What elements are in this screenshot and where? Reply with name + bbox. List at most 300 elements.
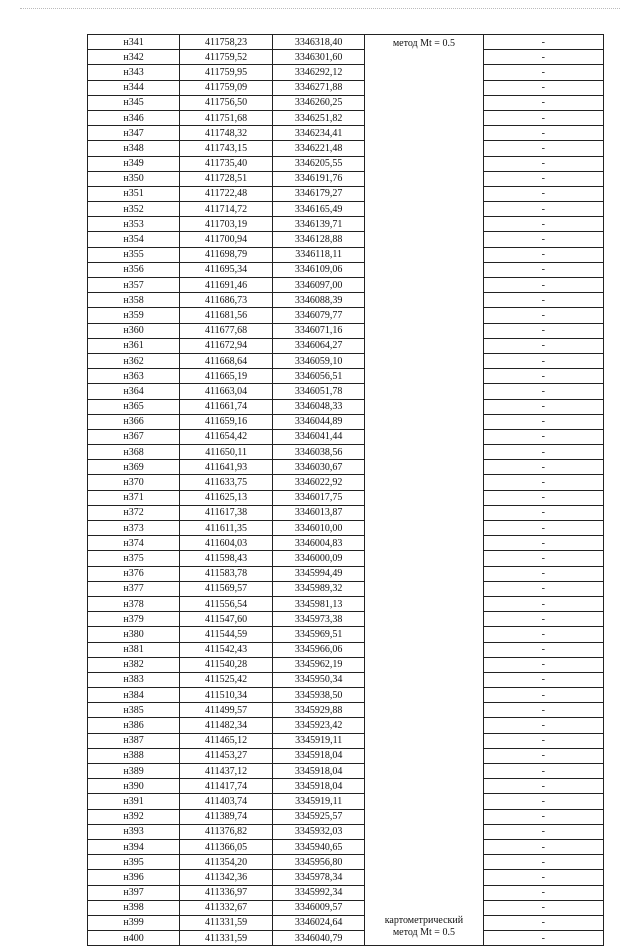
table-row [88,855,604,870]
y-coordinate-cell: 3345919,11 [273,794,365,809]
table-row [88,217,604,232]
point-id-cell: н354 [88,232,180,247]
x-coordinate-cell: 411759,52 [180,50,273,65]
dash-cell: - [483,885,603,900]
dash-cell: - [483,323,603,338]
dash-cell: - [483,688,603,703]
table-row [88,915,604,930]
y-coordinate-cell: 3345992,34 [273,885,365,900]
table-row [88,186,604,201]
table-row [88,65,604,80]
table-row [88,338,604,353]
table-row [88,596,604,611]
x-coordinate-cell: 411633,75 [180,475,273,490]
table-row [88,399,604,414]
y-coordinate-cell: 3345923,42 [273,718,365,733]
y-coordinate-cell: 3346056,51 [273,369,365,384]
y-coordinate-cell: 3346079,77 [273,308,365,323]
y-coordinate-cell: 3346030,67 [273,460,365,475]
point-id-cell: н400 [88,931,180,946]
y-coordinate-cell: 3345938,50 [273,688,365,703]
y-coordinate-cell: 3346010,00 [273,521,365,536]
table-row [88,718,604,733]
dash-cell: - [483,657,603,672]
dash-cell: - [483,931,603,946]
page-header-strip [20,8,620,11]
table-row [88,353,604,368]
x-coordinate-cell: 411336,97 [180,885,273,900]
table-row [88,642,604,657]
y-coordinate-cell: 3346179,27 [273,186,365,201]
x-coordinate-cell: 411437,12 [180,764,273,779]
point-id-cell: н351 [88,186,180,201]
point-id-cell: н349 [88,156,180,171]
method-note-bottom-line1: картометрический [384,915,464,927]
point-id-cell: н390 [88,779,180,794]
point-id-cell: н374 [88,536,180,551]
y-coordinate-cell: 3346017,75 [273,490,365,505]
x-coordinate-cell: 411604,03 [180,536,273,551]
x-coordinate-cell: 411663,04 [180,384,273,399]
y-coordinate-cell: 3346041,44 [273,429,365,444]
table-row [88,733,604,748]
coordinates-table [87,34,604,946]
point-id-cell: н341 [88,35,180,50]
table-row [88,490,604,505]
dash-cell: - [483,35,603,50]
table-row [88,627,604,642]
table-row [88,839,604,854]
method-cell [365,35,483,946]
point-id-cell: н363 [88,369,180,384]
method-note-bottom-line2: метод Mt = 0.5 [392,927,455,939]
point-id-cell: н353 [88,217,180,232]
point-id-cell: н397 [88,885,180,900]
dash-cell: - [483,369,603,384]
y-coordinate-cell: 3346022,92 [273,475,365,490]
x-coordinate-cell: 411748,32 [180,126,273,141]
point-id-cell: н368 [88,445,180,460]
y-coordinate-cell: 3345940,65 [273,839,365,854]
x-coordinate-cell: 411677,68 [180,323,273,338]
point-id-cell: н366 [88,414,180,429]
dash-cell: - [483,718,603,733]
y-coordinate-cell: 3346000,09 [273,551,365,566]
y-coordinate-cell: 3345966,06 [273,642,365,657]
method-note-bottom [365,915,482,939]
x-coordinate-cell: 411510,34 [180,688,273,703]
table-row [88,657,604,672]
x-coordinate-cell: 411617,38 [180,505,273,520]
y-coordinate-cell: 3346071,16 [273,323,365,338]
point-id-cell: н385 [88,703,180,718]
y-coordinate-cell: 3346109,06 [273,262,365,277]
point-id-cell: н394 [88,839,180,854]
y-coordinate-cell: 3345929,88 [273,703,365,718]
table-row [88,779,604,794]
y-coordinate-cell: 3345994,49 [273,566,365,581]
point-id-cell: н392 [88,809,180,824]
point-id-cell: н347 [88,126,180,141]
dash-cell: - [483,521,603,536]
point-id-cell: н384 [88,688,180,703]
x-coordinate-cell: 411695,34 [180,262,273,277]
dash-cell: - [483,581,603,596]
point-id-cell: н376 [88,566,180,581]
point-id-cell: н396 [88,870,180,885]
y-coordinate-cell: 3346013,87 [273,505,365,520]
dash-cell: - [483,202,603,217]
y-coordinate-cell: 3346139,71 [273,217,365,232]
dash-cell: - [483,353,603,368]
y-coordinate-cell: 3345919,11 [273,733,365,748]
x-coordinate-cell: 411686,73 [180,293,273,308]
y-coordinate-cell: 3346271,88 [273,80,365,95]
x-coordinate-cell: 411625,13 [180,490,273,505]
y-coordinate-cell: 3345918,04 [273,779,365,794]
table-row [88,551,604,566]
table-row [88,232,604,247]
table-row [88,809,604,824]
point-id-cell: н388 [88,748,180,763]
dash-cell: - [483,80,603,95]
dash-cell: - [483,217,603,232]
dash-cell: - [483,445,603,460]
y-coordinate-cell: 3345981,13 [273,596,365,611]
table-row [88,460,604,475]
dash-cell: - [483,855,603,870]
dash-cell: - [483,126,603,141]
y-coordinate-cell: 3346088,39 [273,293,365,308]
y-coordinate-cell: 3346318,40 [273,35,365,50]
y-coordinate-cell: 3346191,76 [273,171,365,186]
x-coordinate-cell: 411703,19 [180,217,273,232]
dash-cell: - [483,50,603,65]
x-coordinate-cell: 411354,20 [180,855,273,870]
dash-cell: - [483,247,603,262]
point-id-cell: н350 [88,171,180,186]
y-coordinate-cell: 3346118,11 [273,247,365,262]
dash-cell: - [483,915,603,930]
y-coordinate-cell: 3345918,04 [273,764,365,779]
point-id-cell: н371 [88,490,180,505]
table-row [88,566,604,581]
table-row [88,581,604,596]
table-row [88,50,604,65]
point-id-cell: н391 [88,794,180,809]
x-coordinate-cell: 411331,59 [180,931,273,946]
dash-cell: - [483,293,603,308]
table-row [88,536,604,551]
point-id-cell: н343 [88,65,180,80]
dash-cell: - [483,824,603,839]
x-coordinate-cell: 411743,15 [180,141,273,156]
table-row [88,35,604,50]
table-row [88,445,604,460]
point-id-cell: н367 [88,429,180,444]
dash-cell: - [483,733,603,748]
y-coordinate-cell: 3346044,89 [273,414,365,429]
x-coordinate-cell: 411403,74 [180,794,273,809]
point-id-cell: н372 [88,505,180,520]
y-coordinate-cell: 3346165,49 [273,202,365,217]
point-id-cell: н356 [88,262,180,277]
point-id-cell: н379 [88,612,180,627]
table-row [88,369,604,384]
x-coordinate-cell: 411482,34 [180,718,273,733]
dash-cell: - [483,460,603,475]
dash-cell: - [483,703,603,718]
table-row [88,95,604,110]
method-note-top: метод Mt = 0.5 [392,38,455,49]
point-id-cell: н383 [88,672,180,687]
point-id-cell: н362 [88,353,180,368]
x-coordinate-cell: 411342,36 [180,870,273,885]
dash-cell: - [483,612,603,627]
y-coordinate-cell: 3345956,80 [273,855,365,870]
point-id-cell: н348 [88,141,180,156]
table-row [88,110,604,125]
dash-cell: - [483,95,603,110]
y-coordinate-cell: 3346038,56 [273,445,365,460]
dash-cell: - [483,338,603,353]
table-row [88,323,604,338]
x-coordinate-cell: 411659,16 [180,414,273,429]
dash-cell: - [483,672,603,687]
point-id-cell: н398 [88,900,180,915]
x-coordinate-cell: 411542,43 [180,642,273,657]
dash-cell: - [483,186,603,201]
table-row [88,870,604,885]
point-id-cell: н345 [88,95,180,110]
point-id-cell: н344 [88,80,180,95]
x-coordinate-cell: 411650,11 [180,445,273,460]
table-row [88,688,604,703]
y-coordinate-cell: 3345918,04 [273,748,365,763]
table-row [88,278,604,293]
x-coordinate-cell: 411668,64 [180,353,273,368]
y-coordinate-cell: 3345950,34 [273,672,365,687]
point-id-cell: н357 [88,278,180,293]
x-coordinate-cell: 411389,74 [180,809,273,824]
dash-cell: - [483,900,603,915]
x-coordinate-cell: 411544,59 [180,627,273,642]
y-coordinate-cell: 3345962,19 [273,657,365,672]
y-coordinate-cell: 3346059,10 [273,353,365,368]
x-coordinate-cell: 411465,12 [180,733,273,748]
y-coordinate-cell: 3346234,41 [273,126,365,141]
dash-cell: - [483,505,603,520]
y-coordinate-cell: 3345969,51 [273,627,365,642]
dash-cell: - [483,414,603,429]
table-row [88,885,604,900]
table-row [88,171,604,186]
y-coordinate-cell: 3346205,55 [273,156,365,171]
point-id-cell: н365 [88,399,180,414]
x-coordinate-cell: 411722,48 [180,186,273,201]
dash-cell: - [483,384,603,399]
y-coordinate-cell: 3346301,60 [273,50,365,65]
x-coordinate-cell: 411661,74 [180,399,273,414]
table-row [88,672,604,687]
table-row [88,824,604,839]
dash-cell: - [483,110,603,125]
dash-cell: - [483,566,603,581]
point-id-cell: н342 [88,50,180,65]
table-row [88,900,604,915]
dash-cell: - [483,809,603,824]
table-row [88,505,604,520]
y-coordinate-cell: 3346051,78 [273,384,365,399]
x-coordinate-cell: 411556,54 [180,596,273,611]
table-row [88,612,604,627]
point-id-cell: н378 [88,596,180,611]
dash-cell: - [483,156,603,171]
table-row [88,521,604,536]
dash-cell: - [483,748,603,763]
y-coordinate-cell: 3346004,83 [273,536,365,551]
table-row [88,293,604,308]
x-coordinate-cell: 411525,42 [180,672,273,687]
point-id-cell: н355 [88,247,180,262]
x-coordinate-cell: 411569,57 [180,581,273,596]
dash-cell: - [483,642,603,657]
table-row [88,794,604,809]
x-coordinate-cell: 411756,50 [180,95,273,110]
point-id-cell: н370 [88,475,180,490]
x-coordinate-cell: 411332,67 [180,900,273,915]
y-coordinate-cell: 3345925,57 [273,809,365,824]
table-row [88,247,604,262]
table-row [88,384,604,399]
x-coordinate-cell: 411714,72 [180,202,273,217]
point-id-cell: н352 [88,202,180,217]
x-coordinate-cell: 411759,95 [180,65,273,80]
x-coordinate-cell: 411728,51 [180,171,273,186]
dash-cell: - [483,141,603,156]
y-coordinate-cell: 3345932,03 [273,824,365,839]
x-coordinate-cell: 411672,94 [180,338,273,353]
y-coordinate-cell: 3346024,64 [273,915,365,930]
x-coordinate-cell: 411331,59 [180,915,273,930]
x-coordinate-cell: 411453,27 [180,748,273,763]
dash-cell: - [483,232,603,247]
x-coordinate-cell: 411681,56 [180,308,273,323]
x-coordinate-cell: 411611,35 [180,521,273,536]
x-coordinate-cell: 411499,57 [180,703,273,718]
dash-cell: - [483,399,603,414]
point-id-cell: н382 [88,657,180,672]
x-coordinate-cell: 411691,46 [180,278,273,293]
x-coordinate-cell: 411417,74 [180,779,273,794]
y-coordinate-cell: 3346260,25 [273,95,365,110]
y-coordinate-cell: 3346048,33 [273,399,365,414]
dash-cell: - [483,870,603,885]
y-coordinate-cell: 3346009,57 [273,900,365,915]
point-id-cell: н393 [88,824,180,839]
point-id-cell: н359 [88,308,180,323]
point-id-cell: н364 [88,384,180,399]
x-coordinate-cell: 411641,93 [180,460,273,475]
dash-cell: - [483,779,603,794]
x-coordinate-cell: 411376,82 [180,824,273,839]
table-row [88,475,604,490]
coordinates-table-body [88,35,604,946]
point-id-cell: н373 [88,521,180,536]
dash-cell: - [483,839,603,854]
x-coordinate-cell: 411654,42 [180,429,273,444]
table-row [88,156,604,171]
point-id-cell: н387 [88,733,180,748]
dash-cell: - [483,278,603,293]
dash-cell: - [483,551,603,566]
y-coordinate-cell: 3346221,48 [273,141,365,156]
table-row [88,764,604,779]
dash-cell: - [483,308,603,323]
dash-cell: - [483,429,603,444]
point-id-cell: н377 [88,581,180,596]
table-row [88,931,604,946]
y-coordinate-cell: 3346128,88 [273,232,365,247]
dash-cell: - [483,490,603,505]
dash-cell: - [483,536,603,551]
table-row [88,308,604,323]
table-row [88,202,604,217]
dash-cell: - [483,65,603,80]
point-id-cell: н346 [88,110,180,125]
point-id-cell: н395 [88,855,180,870]
point-id-cell: н380 [88,627,180,642]
point-id-cell: н386 [88,718,180,733]
dash-cell: - [483,475,603,490]
dash-cell: - [483,794,603,809]
y-coordinate-cell: 3346292,12 [273,65,365,80]
y-coordinate-cell: 3345978,34 [273,870,365,885]
point-id-cell: н389 [88,764,180,779]
table-row [88,141,604,156]
x-coordinate-cell: 411698,79 [180,247,273,262]
x-coordinate-cell: 411547,60 [180,612,273,627]
x-coordinate-cell: 411665,19 [180,369,273,384]
y-coordinate-cell: 3346040,79 [273,931,365,946]
dash-cell: - [483,627,603,642]
table-row [88,748,604,763]
x-coordinate-cell: 411759,09 [180,80,273,95]
dash-cell: - [483,596,603,611]
y-coordinate-cell: 3346097,00 [273,278,365,293]
dash-cell: - [483,171,603,186]
point-id-cell: н369 [88,460,180,475]
y-coordinate-cell: 3346064,27 [273,338,365,353]
x-coordinate-cell: 411735,40 [180,156,273,171]
x-coordinate-cell: 411540,28 [180,657,273,672]
point-id-cell: н361 [88,338,180,353]
x-coordinate-cell: 411700,94 [180,232,273,247]
table-row [88,414,604,429]
x-coordinate-cell: 411751,68 [180,110,273,125]
table-row [88,80,604,95]
point-id-cell: н381 [88,642,180,657]
x-coordinate-cell: 411583,78 [180,566,273,581]
y-coordinate-cell: 3345973,38 [273,612,365,627]
point-id-cell: н399 [88,915,180,930]
table-row [88,126,604,141]
table-row [88,429,604,444]
table-row [88,262,604,277]
x-coordinate-cell: 411758,23 [180,35,273,50]
point-id-cell: н360 [88,323,180,338]
x-coordinate-cell: 411598,43 [180,551,273,566]
